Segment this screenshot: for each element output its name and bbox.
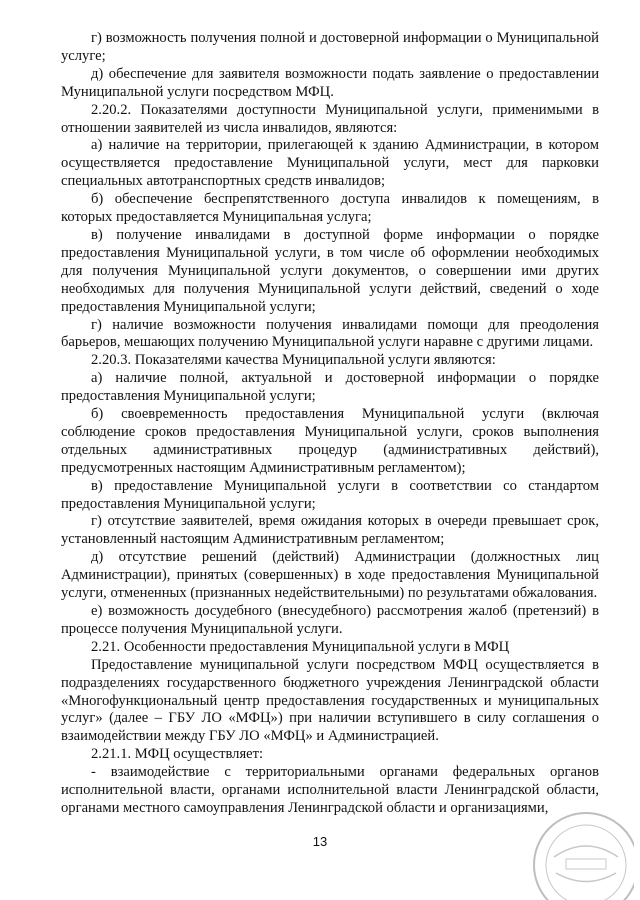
paragraph: а) наличие на территории, прилегающей к зданию Администрации, в котором осуществляется предоставление Муниципальной услуги, мест для парковки специальных автотранспортных средств инвалидов; xyxy=(61,137,599,190)
paragraph: Предоставление муниципальной услуги посредством МФЦ осуществляется в подразделениях государственного бюджетного учреждения Ленинградской области «Многофункциональный центр предоставления государственных и муниципальных услуг» (далее – ГБУ ЛО «МФЦ») при наличии вступившего в силу соглашения о взаимодействии между ГБУ ЛО «МФЦ» и Администрацией. xyxy=(61,656,599,745)
paragraph: б) своевременность предоставления Муниципальной услуги (включая соблюдение сроков предоставления Муниципальной услуги, сроков выполнения отдельных административных процедур (административных действий), предусмотренных настоящим Административным регламентом); xyxy=(61,406,599,476)
paragraph: е) возможность досудебного (внесудебного) рассмотрения жалоб (претензий) в процессе получения Муниципальной услуги. xyxy=(61,603,599,637)
paragraph: б) обеспечение беспрепятственного доступа инвалидов к помещениям, в которых предоставляется Муниципальная услуга; xyxy=(61,191,599,226)
paragraph: в) предоставление Муниципальной услуги в соответствии со стандартом предоставления Муниципальной услуги; xyxy=(61,477,599,512)
paragraph: г) отсутствие заявителей, время ожидания которых в очереди превышает срок, установленный настоящим Административным регламентом; xyxy=(61,513,599,548)
paragraph: а) наличие полной, актуальной и достоверной информации о порядке предоставления Муниципальной услуги; xyxy=(61,370,599,405)
stamp-seal xyxy=(514,795,634,900)
paragraph: 2.21.1. МФЦ осуществляет: xyxy=(91,746,264,763)
page-number: 13 xyxy=(312,834,328,849)
document-body xyxy=(61,30,599,818)
paragraph: 2.20.3. Показателями качества Муниципальной услуги являются: xyxy=(91,352,496,369)
paragraph: - взаимодействие с территориальными органами федеральных органов исполнительной власти, органами исполнительной власти Ленинградской области, органами местного самоуправления Ленинградской области и организациями, xyxy=(61,764,599,816)
paragraph: в) получение инвалидами в доступной форме информации о порядке предоставления Муниципальной услуги, в том числе об оформлении необходимых для получения Муниципальной услуги документов, о совершении ими других необходимых для получения Муниципальной услуги действий, сведений о ходе предоставления Муниципальной услуги; xyxy=(61,226,599,315)
paragraph: д) обеспечение для заявителя возможности подать заявление о предоставлении Муниципальной услуги посредством МФЦ. xyxy=(61,65,599,100)
paragraph: г) возможность получения полной и достоверной информации о Муниципальной услуге; xyxy=(61,30,599,64)
paragraph: г) наличие возможности получения инвалидами помощи для преодоления барьеров, мешающих получению Муниципальной услуги наравне с другими лицами. xyxy=(61,316,599,351)
section-heading: 2.21. Особенности предоставления Муниципальной услуги в МФЦ xyxy=(91,638,510,655)
paragraph: 2.20.2. Показателями доступности Муниципальной услуги, применимыми в отношении заявителей из числа инвалидов, являются: xyxy=(61,101,599,136)
paragraph: д) отсутствие решений (действий) Администрации (должностных лиц Администрации), принятых (совершенных) в ходе предоставления Муниципальной услуги, отмененных (признанных недействительными) по результатами обжалования. xyxy=(61,549,599,602)
